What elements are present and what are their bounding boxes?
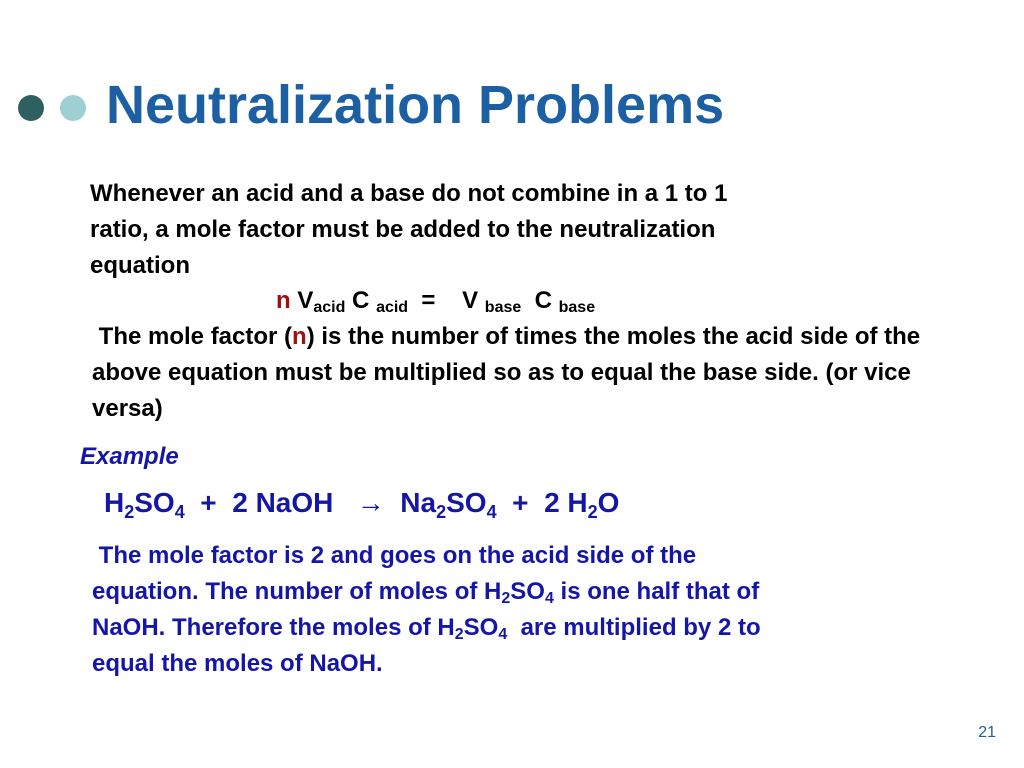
- formula-acid-subscript-2: acid: [376, 299, 409, 316]
- mole-factor-text-2: ) is the number of times the moles the acid side of the above equation must be multiplied so as to equal the base side. (or vice versa): [92, 323, 921, 422]
- explanation-line-3-b: SO: [463, 614, 499, 641]
- eq-so-2: SO: [446, 487, 487, 518]
- bullet-dot-dark: [18, 95, 44, 121]
- mole-factor-text-1: The mole factor (: [98, 323, 293, 350]
- intro-line-3: equation: [90, 252, 190, 279]
- formula-base-subscript-1: base: [484, 299, 522, 316]
- explanation-line-1: [92, 538, 952, 574]
- mole-factor-paragraph: [92, 319, 952, 427]
- bullet-dot-light: [60, 95, 86, 121]
- chemical-equation: [104, 487, 619, 523]
- neutralization-formula: [276, 287, 595, 317]
- eq-h2-sub: 2: [587, 502, 598, 522]
- eq-na-sub: 2: [436, 502, 447, 522]
- explanation-line-3-sub-2: 4: [498, 626, 508, 643]
- formula-acid-subscript-1: acid: [313, 299, 346, 316]
- arrow-right-icon: →: [356, 487, 385, 518]
- example-label: Example: [80, 443, 179, 470]
- eq-na: Na: [400, 487, 437, 518]
- formula-v-base: V: [462, 287, 479, 314]
- explanation-line-2-sub-1: 2: [501, 590, 511, 607]
- slide-title: Neutralization Problems: [106, 75, 725, 135]
- formula-c-acid: C: [352, 287, 370, 314]
- intro-line-2: ratio, a mole factor must be added to the neutralization: [90, 216, 716, 243]
- eq-h2: 2 H: [544, 487, 588, 518]
- explanation-line-2-c: is one half that of: [553, 578, 760, 605]
- eq-o: O: [597, 487, 620, 518]
- eq-naoh: 2 NaOH: [232, 487, 334, 518]
- page-number: 21: [978, 724, 996, 741]
- formula-c-base: C: [534, 287, 552, 314]
- explanation-line-3: [92, 610, 952, 646]
- formula-equals: =: [421, 287, 436, 314]
- eq-so: SO: [134, 487, 175, 518]
- mole-factor-n-inline: n: [292, 323, 307, 350]
- formula-v-acid: V: [297, 287, 314, 314]
- eq-h-sub: 2: [124, 502, 135, 522]
- formula-base-subscript-2: base: [558, 299, 596, 316]
- intro-line-1: Whenever an acid and a base do not combine in a 1 to 1: [90, 180, 728, 207]
- explanation-line-2: [92, 574, 952, 610]
- explanation-line-2-a: equation. The number of moles of H: [92, 578, 502, 605]
- explanation-line-3-c: are multiplied by 2 to: [507, 614, 761, 641]
- intro-paragraph: [92, 176, 952, 284]
- eq-so-2-sub: 4: [486, 502, 497, 522]
- mole-factor-n: n: [276, 287, 291, 314]
- explanation-line-1-text: The mole factor is 2 and goes on the acid side of the: [98, 542, 697, 569]
- explanation-line-4: equal the moles of NaOH.: [92, 650, 383, 677]
- explanation-line-3-sub-1: 2: [454, 626, 464, 643]
- eq-plus-2: +: [512, 487, 529, 518]
- eq-plus-1: +: [200, 487, 217, 518]
- explanation-line-2-sub-2: 4: [544, 590, 554, 607]
- eq-h: H: [104, 487, 125, 518]
- explanation-line-2-b: SO: [510, 578, 545, 605]
- explanation-line-3-a: NaOH. Therefore the moles of H: [92, 614, 455, 641]
- eq-so-sub: 4: [174, 502, 185, 522]
- explanation-paragraph: [92, 538, 952, 682]
